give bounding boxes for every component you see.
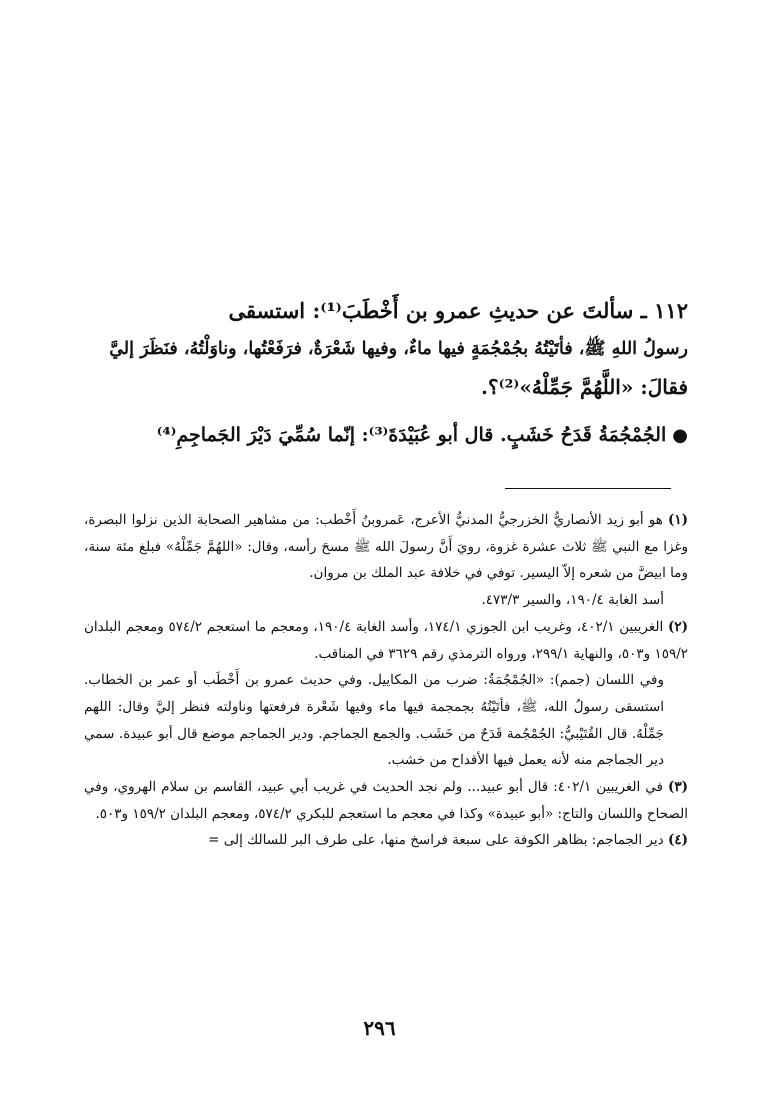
page-number: ٢٩٦ [363, 1016, 396, 1040]
footnote-2 [84, 614, 688, 667]
gloss-paragraph [88, 420, 688, 451]
footnote-number: (٤) [667, 832, 688, 849]
footnote-2-lisan: وفي اللسان (جمم): «الجُمْجُمَةُ: ضرب من المكاييل. وفي حديث عمرو بن أَخْطَب أو عمر بن الخطاب. استسقى رسولُ الله، ﷺ، فأتَيْتُهُ بجمجمة فيها ماء وفيها شَعْرة فرفعتها وناولته فنظر إليَّ وقال: اللهم جَمِّلْهُ. قال القُتَيْبيُّ: الجُمْجُمة قَدَحٌ من خَشَب. والجمع الجماجم. ودير الجماجم موضع قال أبو عبيدة. سمي دير الجماجم منه لأنه يعمل فيها الأقداح من خشب. [84, 672, 664, 769]
footnote-text: الغريبين ٤٠٢/١، وغريب ابن الجوزي ١٧٤/١، وأسد الغابة ١٩٠/٤، ومعجم ما استعجم ٥٧٤/٢ ومعجم البلدان ١٥٩/٢ و٥٠٣، والنهاية ٢٩٩/١، ورواه الترمذي رقم ٣٦٢٩ في المناقب. [84, 618, 688, 662]
footnote-number: (١) [667, 512, 688, 528]
footnote-text: دير الجماجم: بظاهر الكوفة على سبعة فراسخ منها، على طرف البر للسالك إلى = [208, 832, 664, 849]
entry-line-2: رسولُ اللهِ ﷺ، فأتَيْتُهُ بجُمْجُمَةٍ فيها ماءٌ، وفيها شَعْرَةٌ، فرَفَعْتُها، وناوَلْتُهُ، فنَظَرَ إليَّ [109, 339, 688, 359]
footnote-number: (٣) [667, 779, 689, 796]
footnote-divider [505, 488, 671, 489]
gloss-text: الجُمْجُمَةُ قَدَحُ خَشَبٍ. قال أبو عُبَيْدَةَ⁽³⁾: إنّما سُمِّيَ دَيْرَ الجَماجِمِ⁽⁴⁾ [156, 424, 667, 446]
footnotes [84, 507, 688, 854]
entry-line-3: فقالَ: «اللَّهُمَّ جَمِّلْهُ»⁽²⁾؟. [481, 375, 688, 399]
footnote-number: (٢) [667, 618, 688, 635]
footnote-3 [84, 774, 688, 827]
footnote-1-source: أسد الغابة ١٩٠/٤، والسير ٤٧٣/٣. [481, 592, 664, 609]
bullet-icon: ● [672, 425, 688, 446]
footnote-text: في الغريبين ٤٠٢/١: قال أبو عبيد... ولم نجد الحديث في غريب أبي عبيد، القاسم بن سلام الهروي، وفي الصحاح واللسان والتاج: «أبو عبيدة» وكذا في معجم ما استعجم للبكري ٥٧٤/٢، ومعجم البلدان ١٥٩/٢ و٥٠٣. [84, 779, 688, 822]
entry-line-1: ١١٢ ـ سألتَ عن حديثِ عمرو بن أَخْطَبَ⁽¹⁾: استسقى [228, 298, 688, 323]
footnote-text: هو أبو زيد الأنصاريُّ الخزرجيُّ المدنيُّ الأعرج، عَمروبنُ أَخْطب: من مشاهير الصحابة الذين نزلوا البصرة، وغزا مع النبي ﷺ ثلاث عشرة غزوة، رويَ أَنَّ رسولَ الله ﷺ مسحَ رأسه، وقال: «اللهُمَّ جَمِّلْهُ» فبلغ مئة سنة، وما ابيضَّ من شعره إلاّ اليسير. توفي في خلافة عبد الملك بن مروان. [84, 512, 688, 582]
hadith-entry [88, 292, 688, 406]
footnote-4 [84, 827, 688, 854]
footnote-1 [84, 507, 688, 587]
